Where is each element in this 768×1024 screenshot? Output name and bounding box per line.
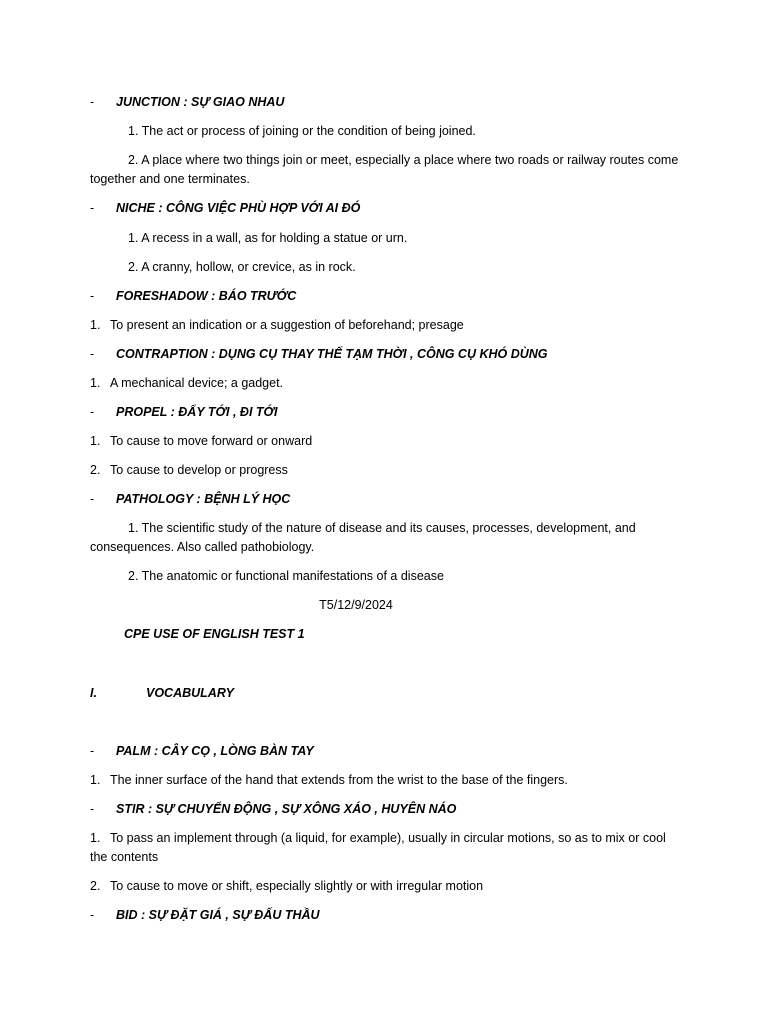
definition: 2. A cranny, hollow, or crevice, as in rock. [128,260,356,274]
term-bid: BID : SỰ ĐẶT GIÁ , SỰ ĐẤU THẦU [116,908,320,922]
entry-heading-niche [90,199,360,218]
numbered-definition [90,374,283,393]
document-date: T5/12/9/2024 [319,598,393,612]
bullet-dash: - [90,201,95,215]
list-number: 1. [90,376,101,390]
bullet-dash: - [90,492,95,506]
definition-text: To cause to move or shift, especially slightly or with irregular motion [110,879,484,893]
entry-heading-contraption [90,345,548,364]
list-number: 1. [90,773,101,787]
section-title: VOCABULARY [146,686,234,700]
section-number: I. [90,686,97,700]
section-heading [90,684,234,703]
definition-text: The inner surface of the hand that extends from the wrist to the base of the fingers. [110,773,568,787]
term-contraption: CONTRAPTION : DỤNG CỤ THAY THẾ TẠM THỜI , CÔNG CỤ KHÓ DÙNG [116,347,548,361]
bullet-dash: - [90,95,95,109]
definition-text: To cause to move forward or onward [110,434,313,448]
list-number: 1. [90,434,101,448]
term-palm: PALM : CÂY CỌ , LÒNG BÀN TAY [116,744,314,758]
entry-heading-propel [90,403,277,422]
entry-heading-junction [90,93,284,112]
definition: 1. The act or process of joining or the condition of being joined. [128,124,476,138]
test-title: CPE USE OF ENGLISH TEST 1 [124,627,305,641]
list-number: 1. [90,831,101,845]
entry-heading-stir [90,800,456,819]
entry-heading-foreshadow [90,287,296,306]
definition-text: A mechanical device; a gadget. [110,376,284,390]
definition: 2. The anatomic or functional manifestations of a disease [128,569,444,583]
numbered-definition [90,771,568,790]
bullet-dash: - [90,802,95,816]
numbered-definition [90,432,312,451]
bullet-dash: - [90,405,95,419]
definition: 1. A recess in a wall, as for holding a statue or urn. [128,231,408,245]
list-number: 1. [90,318,101,332]
term-foreshadow: FORESHADOW : BÁO TRƯỚC [116,289,297,303]
definition: 1. The scientific study of the nature of disease and its causes, processes, development, and consequences. Also called pathobiology. [90,521,636,554]
bullet-dash: - [90,289,95,303]
entry-heading-pathology [90,490,290,509]
numbered-definition [90,877,483,896]
term-niche: NICHE : CÔNG VIỆC PHÙ HỢP VỚI AI ĐÓ [116,201,361,215]
bullet-dash: - [90,908,95,922]
bullet-dash: - [90,347,95,361]
entry-heading-palm [90,742,314,761]
term-pathology: PATHOLOGY : BỆNH LÝ HỌC [116,492,291,506]
numbered-definition [90,461,288,480]
numbered-definition [90,829,680,867]
list-number: 2. [90,463,101,477]
term-junction: JUNCTION : SỰ GIAO NHAU [116,95,285,109]
definition: 2. A place where two things join or meet, especially a place where two roads or railway routes come together and one terminates. [90,153,679,186]
entry-heading-bid [90,906,320,925]
bullet-dash: - [90,744,95,758]
definition-text: To cause to develop or progress [110,463,288,477]
numbered-definition [90,316,464,335]
term-stir: STIR : SỰ CHUYỂN ĐỘNG , SỰ XÔNG XÁO , HUYÊN NÁO [116,802,457,816]
term-propel: PROPEL : ĐẨY TỚI , ĐI TỚI [116,405,278,419]
definition-text: To present an indication or a suggestion of beforehand; presage [110,318,464,332]
list-number: 2. [90,879,101,893]
definition-text: To pass an implement through (a liquid, for example), usually in circular motions, so as to mix or cool the contents [90,831,666,864]
